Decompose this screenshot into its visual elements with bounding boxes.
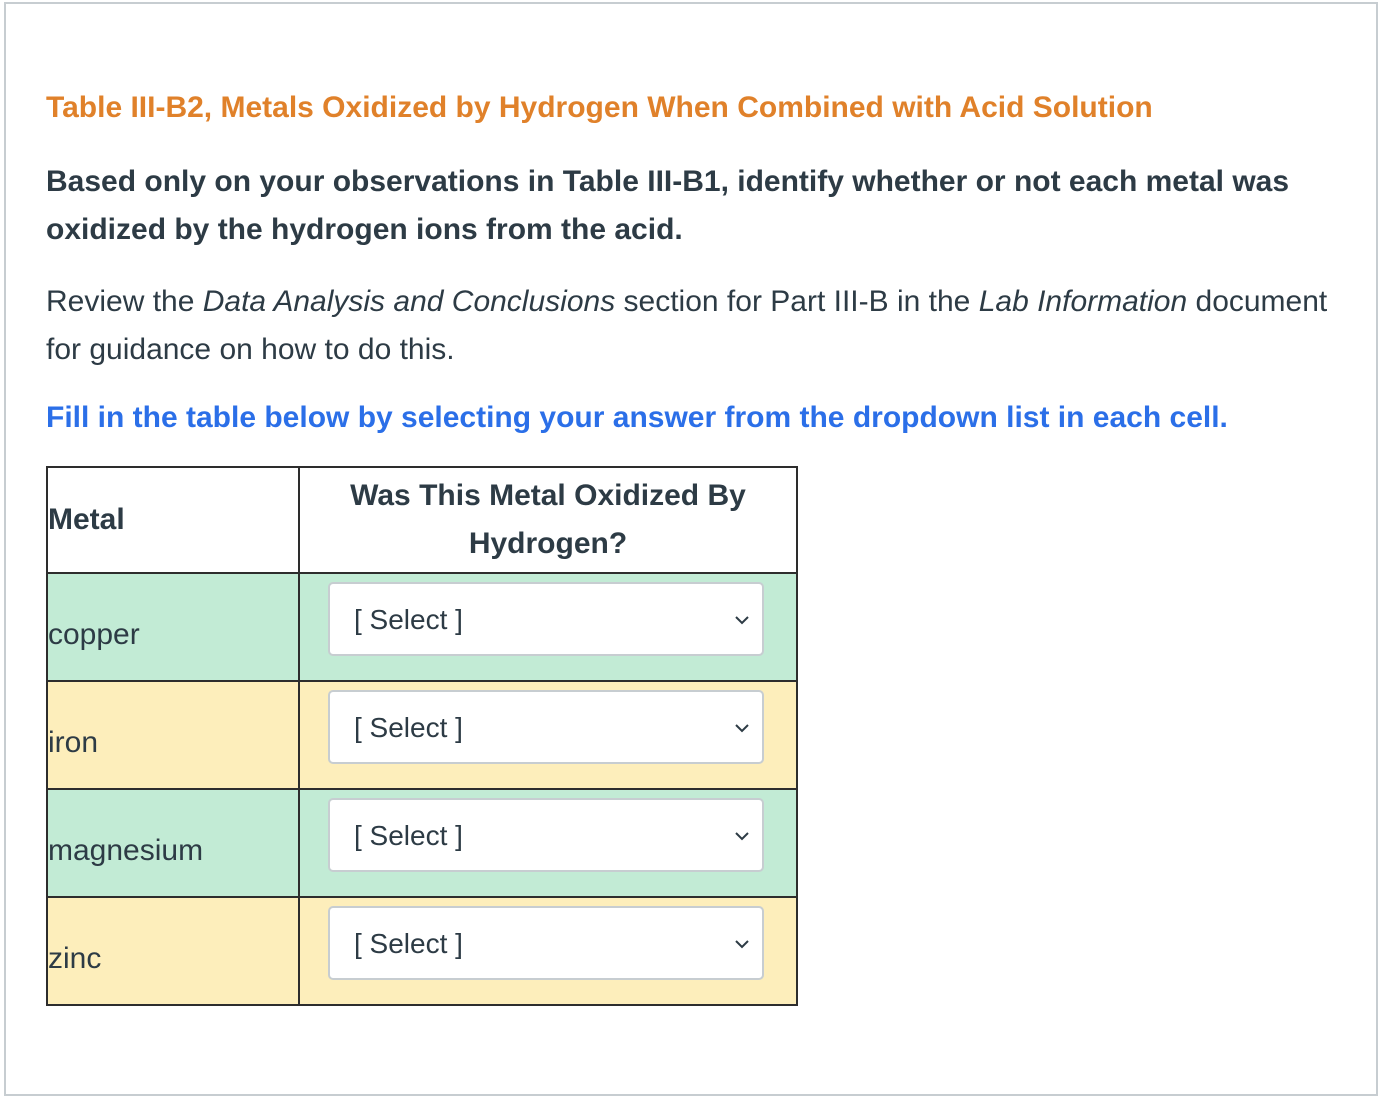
metal-cell: [47, 897, 299, 1005]
chevron-down-icon: [734, 612, 750, 628]
answer-cell: [299, 897, 797, 1005]
fill-instruction: Fill in the table below by selecting your answer from the dropdown list in each cell.: [46, 401, 1228, 434]
metal-name: iron: [48, 726, 99, 759]
table-row: [47, 573, 797, 681]
select-value: [ Select ]: [354, 712, 463, 743]
table-row: [47, 789, 797, 897]
oxidized-select[interactable]: [328, 906, 764, 980]
table-row: [47, 681, 797, 789]
question-content: [46, 86, 1336, 1006]
answer-cell: [299, 789, 797, 897]
answer-cell: [299, 681, 797, 789]
metal-name: zinc: [48, 942, 102, 975]
chevron-down-icon: [734, 720, 750, 736]
metal-name: magnesium: [48, 834, 204, 867]
select-value: [ Select ]: [354, 928, 463, 959]
review-emphasis-2: Lab Information: [978, 285, 1188, 318]
review-text-1: Review the: [46, 285, 203, 318]
answer-cell: [299, 573, 797, 681]
review-text-2: section for Part III-B in the: [615, 285, 979, 318]
review-emphasis-1: Data Analysis and Conclusions: [202, 285, 616, 318]
metal-cell: [47, 681, 299, 789]
metals-table: [46, 466, 798, 1006]
oxidized-select[interactable]: [328, 690, 764, 764]
review-guidance: [46, 278, 1336, 374]
table-row: [47, 897, 797, 1005]
select-value: [ Select ]: [354, 604, 463, 635]
metal-cell: [47, 789, 299, 897]
metal-name: copper: [48, 618, 140, 651]
table-header-row: [47, 467, 797, 573]
instruction-text: Based only on your observations in Table III-B1, identify whether or not each metal was oxidized by the hydrogen ions from the acid.: [46, 165, 1290, 246]
chevron-down-icon: [734, 828, 750, 844]
column-header-oxidized: Was This Metal Oxidized By Hydrogen?: [299, 467, 797, 573]
metal-cell: [47, 573, 299, 681]
oxidized-select[interactable]: [328, 582, 764, 656]
column-header-metal: Metal: [47, 467, 299, 573]
select-value: [ Select ]: [354, 820, 463, 851]
chevron-down-icon: [734, 936, 750, 952]
table-heading: Table III-B2, Metals Oxidized by Hydrogen When Combined with Acid Solution: [46, 91, 1153, 124]
oxidized-select[interactable]: [328, 798, 764, 872]
review-text-3: document for guidance on how to do this.: [46, 285, 1328, 366]
